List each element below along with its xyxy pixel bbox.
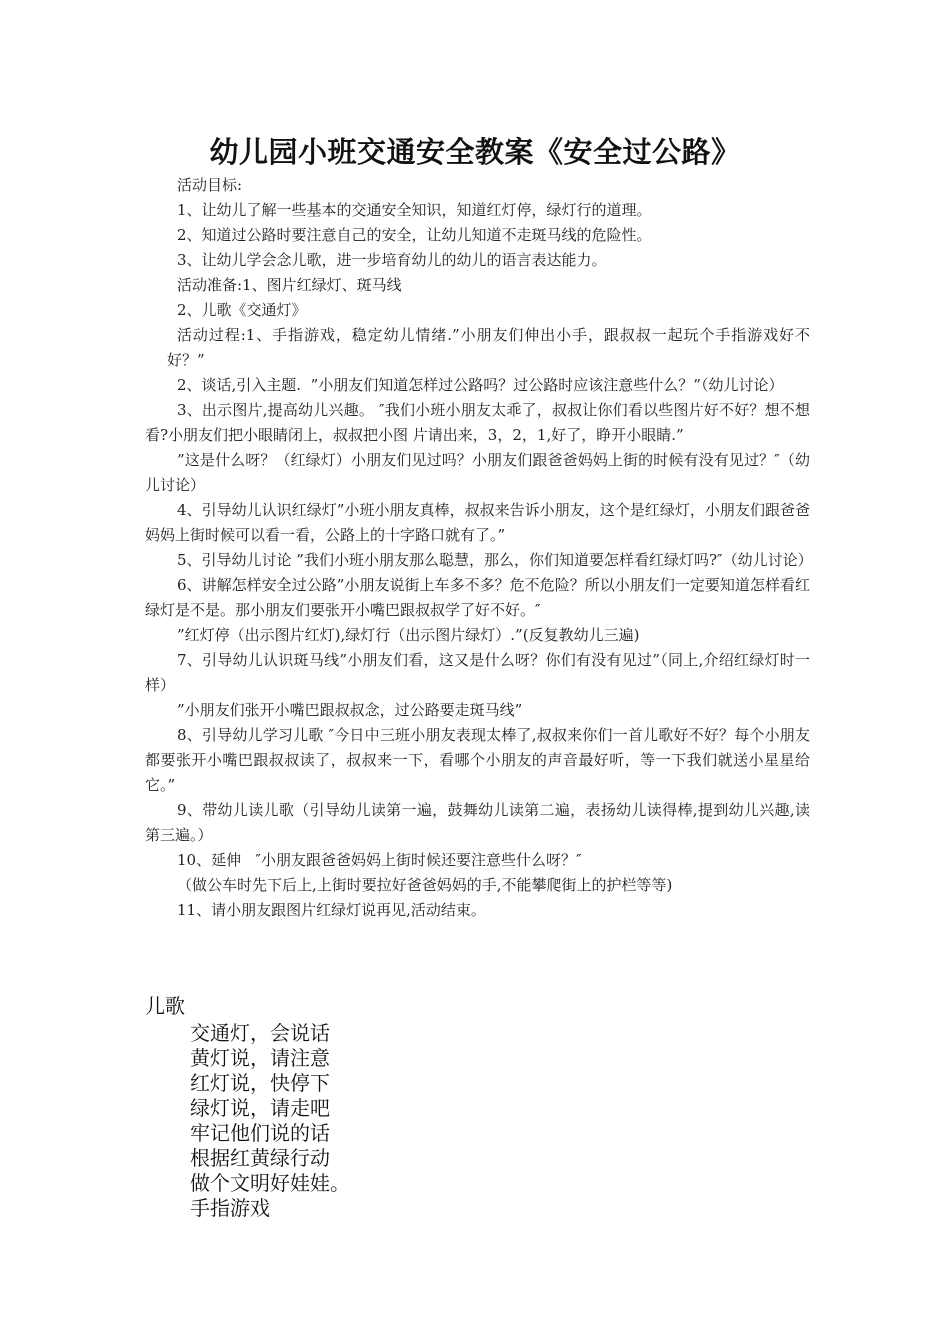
paragraph-objective-1: 1、让幼儿了解一些基本的交通安全知识，知道红灯停，绿灯行的道理。 bbox=[177, 201, 652, 219]
paragraph-process-3: 3、出示图片,提高幼儿兴趣。 ″我们小班小朋友太乖了，叔叔让你们看以些图片好不好？想不想看?小朋友们把小眼睛闭上，叔叔把小图 片请出来，3，2，1,好了，睁开小眼睛.” bbox=[145, 401, 810, 444]
rhyme-line: 根据红黄绿行动 bbox=[190, 1146, 330, 1170]
paragraph-process-6: 6、讲解怎样安全过公路”小朋友说街上车多不多？危不危险？所以小朋友们一定要知道怎样看红绿灯是不是。那小朋友们要张开小嘴巴跟叔叔学了好不好。″ bbox=[145, 576, 810, 619]
paragraph-process-4: 4、引导幼儿认识红绿灯”小班小朋友真棒，叔叔来告诉小朋友，这个是红绿灯，小朋友们跟爸爸妈妈上街时候可以看一看，公路上的十字路口就有了。” bbox=[145, 501, 810, 544]
paragraph-process-10-note: （做公车时先下后上,上街时要拉好爸爸妈妈的手,不能攀爬街上的护栏等等) bbox=[177, 876, 673, 894]
paragraph-process-1: 活动过程:1、手指游戏，稳定幼儿情绪.”小朋友们伸出小手，跟叔叔一起玩个手指游戏好不好？” bbox=[167, 326, 810, 369]
rhyme-line: 牢记他们说的话 bbox=[190, 1121, 330, 1145]
document-title: 幼儿园小班交通安全教案《安全过公路》 bbox=[209, 135, 741, 169]
paragraph-process-11: 11、请小朋友跟图片红绿灯说再见,活动结束。 bbox=[177, 901, 486, 919]
paragraph-preparation-2: 2、儿歌《交通灯》 bbox=[177, 301, 307, 319]
paragraph-objective-3: 3、让幼儿学会念儿歌，进一步培育幼儿的幼儿的语言表达能力。 bbox=[177, 251, 607, 269]
rhyme-line: 绿灯说，请走吧 bbox=[190, 1096, 330, 1120]
paragraph-process-6-chant: ”红灯停（出示图片红灯),绿灯行（出示图片绿灯）.”(反复教幼儿三遍) bbox=[177, 626, 640, 644]
paragraph-objective-2: 2、知道过公路时要注意自己的安全，让幼儿知道不走斑马线的危险性。 bbox=[177, 226, 652, 244]
paragraph-process-10: 10、延伸 ″小朋友跟爸爸妈妈上街时候还要注意些什么呀？″ bbox=[177, 851, 582, 869]
lesson-plan-body bbox=[145, 173, 813, 923]
paragraph-process-2: 2、谈话,引入主题. ”小朋友们知道怎样过公路吗？过公路时应该注意些什么？”（幼儿讨论） bbox=[177, 376, 784, 394]
paragraph-preparation-1: 活动准备:1、图片红绿灯、斑马线 bbox=[177, 276, 402, 294]
paragraph-process-7: 7、引导幼儿认识斑马线”小朋友们看，这又是什么呀？你们有没有见过”（同上,介绍红绿灯时一样） bbox=[145, 651, 810, 694]
rhyme-line: 红灯说，快停下 bbox=[190, 1071, 330, 1095]
paragraph-process-9: 9、带幼儿读儿歌（引导幼儿读第一遍，鼓舞幼儿读第二遍，表扬幼儿读得棒,提到幼儿兴趣,读第三遍。） bbox=[145, 801, 810, 844]
rhyme-line: 手指游戏 bbox=[190, 1196, 270, 1220]
rhyme-heading: 儿歌 bbox=[145, 994, 185, 1018]
paragraph-objectives-heading: 活动目标: bbox=[177, 176, 243, 194]
rhyme-line: 黄灯说，请注意 bbox=[190, 1046, 330, 1070]
paragraph-process-5: 5、引导幼儿讨论 ”我们小班小朋友那么聪慧，那么，你们知道要怎样看红绿灯吗?″（幼儿讨论） bbox=[177, 551, 813, 569]
rhyme-line: 交通灯，会说话 bbox=[190, 1021, 330, 1045]
paragraph-process-7-chant: ”小朋友们张开小嘴巴跟叔叔念，过公路要走斑马线” bbox=[177, 701, 523, 719]
paragraph-process-8: 8、引导幼儿学习儿歌 ″今日中三班小朋友表现太棒了,叔叔来你们一首儿歌好不好？每个小朋友都要张开小嘴巴跟叔叔读了，叔叔来一下，看哪个小朋友的声音最好听，等一下我们就送小星星给它。” bbox=[145, 726, 810, 794]
paragraph-process-3-question: ”这是什么呀？（红绿灯）小朋友们见过吗？小朋友们跟爸爸妈妈上街的时候有没有见过？″（幼儿讨论） bbox=[145, 451, 810, 494]
nursery-rhyme bbox=[145, 994, 350, 1221]
rhyme-line: 做个文明好娃娃。 bbox=[190, 1171, 350, 1195]
